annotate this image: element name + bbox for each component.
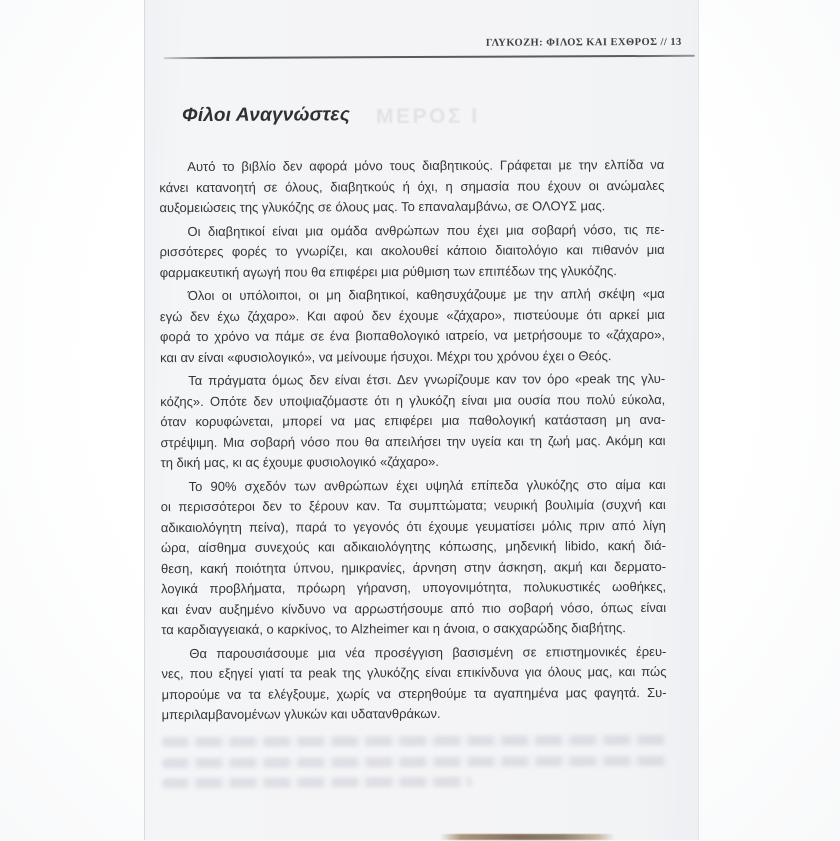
text-line: Αυτό το βιβλίο δεν αφορά μόνο τους διαβητικούς. Γράφεται με την ελπίδα να <box>187 156 665 175</box>
text-line: μπορούμε να τα ελέγξουμε, χωρίς να στερηθούμε τα αγαπημένα μας φαγητά. Συ- <box>161 684 667 702</box>
text-line: εγώ δεν έχω ζάχαρο». Και αφού δεν έχουμε «ζάχαρο», πιστεύουμε ότι αρκεί μια <box>159 306 665 324</box>
text-line: στρέψιμη. Μια σοβαρή νόσο που θα απειλήσει την υγεία και τη ζωή μας. Ακόμη και <box>160 432 666 450</box>
paragraph <box>159 155 664 219</box>
text-line: Το 90% σχεδόν των ανθρώπων έχει υψηλά επίπεδα γλυκόζης στο αίμα και <box>188 476 666 494</box>
text-line: αυξομειώσεις της γλυκόζης σε όλους μας. Το επαναλαμβάνω, σε ΟΛΟΥΣ μας. <box>159 198 606 216</box>
book-pages-edge <box>440 834 615 840</box>
text-line: Τα πράγματα όμως δεν είναι έτσι. Δεν γνωρίζουμε καν τον όρο «peak της γλυ- <box>188 370 666 389</box>
text-line: Οι διαβητικοί είναι μια ομάδα ανθρώπων που έχει μια σοβαρή νόσο, τις πε- <box>187 221 665 239</box>
text-line: τα καρδιαγγειακά, ο καρκίνος, το Alzheimer και η άνοια, ο σακχαρώδης διαβήτης. <box>161 620 626 638</box>
body-text-block <box>159 155 666 729</box>
text-line: νες, που εξηγεί γιατί τα peak της γλυκόζης είναι επικίνδυνα για όλους μας, και πώς <box>161 663 667 682</box>
text-line: Θα παρουσιάσουμε μια νέα προσέγγιση βασισμένη σε επιστημονικές έρευ- <box>189 643 667 661</box>
text-line: όταν κορυφώνεται, μπορεί να μας επιφέρει μια παθολογική κατάσταση μη ανα- <box>160 411 666 430</box>
text-line: φαρμακευτική αγωγή που θα επιφέρει μια ρύθμιση των επιπέδων της γλυκόζης. <box>159 262 617 280</box>
show-through-line <box>162 756 667 768</box>
text-line: τη δική μας, κι ας έχουμε φυσιολογικό «ζάχαρο». <box>160 453 440 471</box>
running-header-title: ΓΛΥΚΟΖΗ: ΦΙΛΟΣ ΚΑΙ ΕΧΘΡΟΣ <box>485 36 658 49</box>
text-line: ρισσότερες φορές το γνωρίζει, και ακολουθεί κάποιο διαιτολόγιο και πιθανόν μια <box>159 241 665 260</box>
running-header-separator: // <box>660 36 668 48</box>
text-line: αδικαιολόγητη πείνα), παρά το γεγονός ότι έχουμε γευματίσει μόλις πριν από λίγη <box>160 517 666 535</box>
text-line: κόζης». Οπότε δεν υποψιαζόμαστε ότι η γλυκόζη είναι μια ουσία που πολύ εύκολα, <box>160 391 666 409</box>
running-header <box>486 37 682 49</box>
show-through-line <box>162 777 472 788</box>
paragraph <box>160 369 665 474</box>
chapter-heading: Φίλοι Αναγνώστες <box>181 104 351 127</box>
text-line: ώρα, αίσθημα συνεχούς και αδικαιολόγητης κόπωσης, μηδενική libido, κακή διά- <box>160 537 666 556</box>
paragraph <box>161 474 667 640</box>
text-line: και αν είναι «φυσιολογικό», να μείνουμε ήσυχοι. Μέχρι του χρόνου έχει ο Θεός. <box>160 347 612 365</box>
header-rule-divider <box>164 55 695 59</box>
paragraph <box>159 219 664 283</box>
text-line: Όλοι οι υπόλοιποι, οι μη διαβητικοί, καθησυχάζουμε με την απλή σκέψη «μα <box>187 285 665 304</box>
paragraph <box>160 284 665 368</box>
show-through-line <box>162 735 667 747</box>
page-number: 13 <box>670 36 682 48</box>
text-line: οι περισσότεροι δεν το ξέρουν καν. Τα συμπτώματα; νευρική βουλιμία (συχνή και <box>160 496 666 515</box>
text-line: μπεριλαμβανομένων γλυκών και υδατανθράκων. <box>161 705 441 723</box>
text-line: φορά το χρόνο να πάμε σε ένα βιοπαθολογικό ιατρείο, να μετρήσουμε το «ζάχαρο», <box>159 326 666 345</box>
text-line: λογικά προβλήματα, πρόωρη γήρανση, υπογονιμότητα, πολυκυστικές ωοθήκες, <box>161 578 667 597</box>
show-through-part-label: ΜΕΡΟΣ Ι <box>375 104 480 129</box>
text-line: θεση, κακή ποιότητα ύπνου, ημικρανίες, άρνηση στην άσκηση, ακμή και δερματο- <box>160 558 667 576</box>
text-line: και έναν αυξημένο κίνδυνο να αρρωστήσουμε από πιο σοβαρή νόσο, όπως είναι <box>161 599 667 617</box>
book-page <box>145 0 698 840</box>
text-line: κάνει κατανοητή σε όλους, διαβητκούς ή όχι, η σημασία που έχουν οι ανώμαλες <box>159 177 665 195</box>
paragraph <box>161 641 666 725</box>
page-content <box>144 0 701 841</box>
